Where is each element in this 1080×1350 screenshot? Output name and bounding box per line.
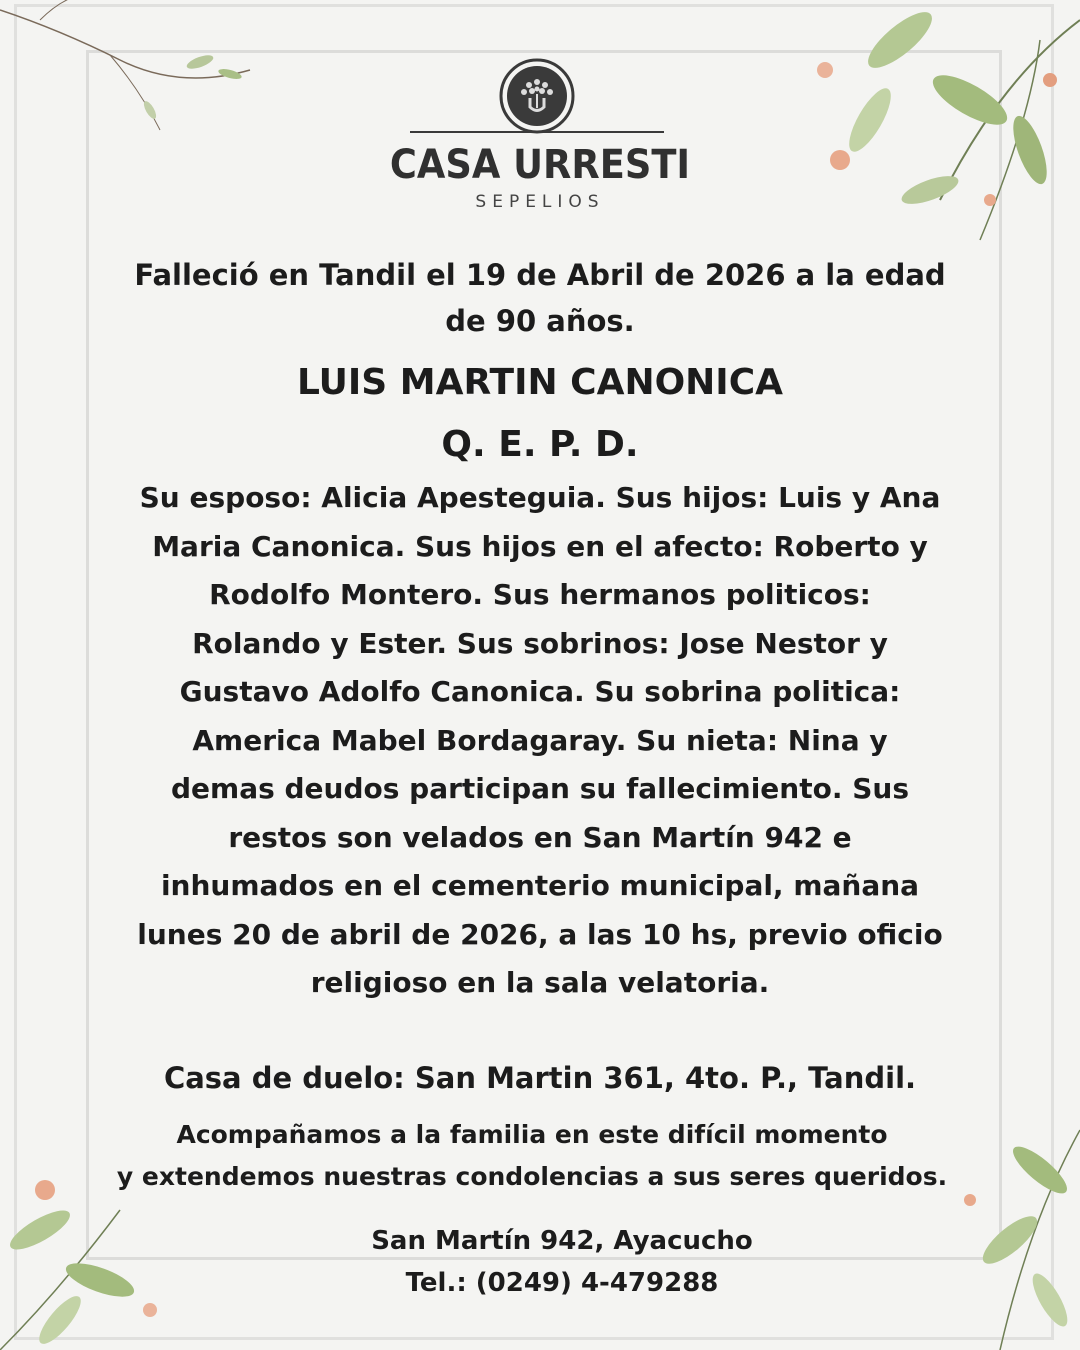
logo-divider xyxy=(410,131,664,133)
intro-line: Falleció en Tandil el 19 de Abril de 2026 a la edad xyxy=(134,258,946,292)
brand-logo xyxy=(0,58,1080,218)
condolence-message xyxy=(0,1114,1072,1198)
body-line: Rodolfo Montero. Sus hermanos politicos: xyxy=(209,578,871,611)
body-line: inhumados en el cementerio municipal, mañana xyxy=(160,869,920,902)
casa-de-duelo: Casa de duelo: San Martin 361, 4to. P., Tandil. xyxy=(163,1061,917,1095)
deceased-name: LUIS MARTIN CANONICA xyxy=(297,362,783,403)
brand-name: CASA URRESTI xyxy=(389,142,691,188)
tree-icon xyxy=(499,58,575,134)
funeral-home-contact xyxy=(22,1220,1080,1304)
intro-line: de 90 años. xyxy=(445,304,635,338)
body-line: demas deudos participan su fallecimiento. Sus xyxy=(171,772,909,805)
body-line: America Mabel Bordagaray. Su nieta: Nina y xyxy=(192,723,888,757)
body-line: Maria Canonica. Sus hijos en el afecto: Roberto y xyxy=(152,529,928,563)
body-line: lunes 20 de abril de 2026, a las 10 hs, previo oficio xyxy=(137,917,943,951)
body-line: Su esposo: Alicia Apesteguia. Sus hijos: Luis y Ana xyxy=(139,481,941,514)
address-text: San Martín 942, Ayacucho xyxy=(371,1226,753,1256)
qepd-heading: Q. E. P. D. xyxy=(441,424,639,465)
condolence-line: Acompañamos a la familia en este difícil momento xyxy=(176,1120,888,1149)
body-line: restos son velados en San Martín 942 e xyxy=(228,820,852,854)
death-announcement xyxy=(0,252,1080,344)
body-line: religioso en la sala velatoria. xyxy=(310,966,770,999)
phone-text: Tel.: (0249) 4-479288 xyxy=(405,1268,719,1298)
body-line: Rolando y Ester. Sus sobrinos: Jose Nestor y xyxy=(192,626,888,660)
obituary-body xyxy=(0,474,1080,1008)
body-line: Gustavo Adolfo Canonica. Su sobrina politica: xyxy=(179,675,901,708)
brand-tagline: SEPELIOS xyxy=(475,192,605,212)
condolence-line: y extendemos nuestras condolencias a sus seres queridos. xyxy=(116,1162,948,1191)
